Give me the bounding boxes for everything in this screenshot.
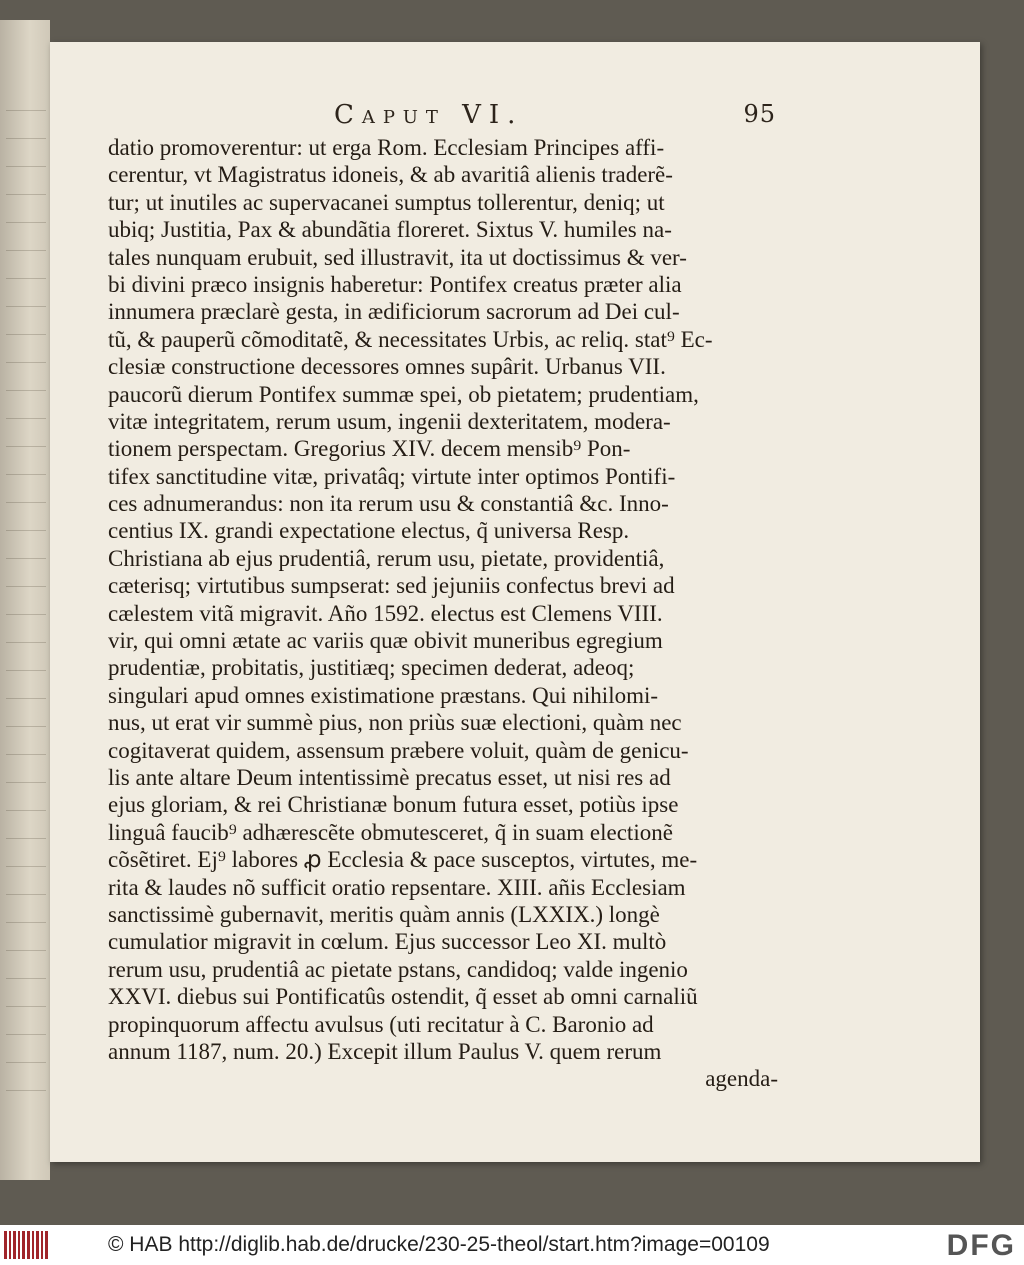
facing-page-text-line — [6, 838, 46, 840]
text-block — [108, 134, 778, 1093]
facing-page-text-line — [6, 138, 46, 140]
facing-page-text-line — [6, 250, 46, 252]
text-line: singulari apud omnes existimatione præstans. Qui nihilomi- — [108, 682, 659, 708]
facing-page-text-line — [6, 810, 46, 812]
text-line: vir, qui omni ætate ac variis quæ obivit muneribus egregium — [108, 628, 663, 654]
text-line: XXVI. diebus sui Pontificatûs ostendit, q̃ esset ab omni carnaliũ — [108, 984, 698, 1010]
facing-page-text-line — [6, 474, 46, 476]
text-line: vitæ integritatem, rerum usum, ingenii dexteritatem, modera- — [108, 408, 671, 434]
text-line: datio promoverentur: ut erga Rom. Ecclesiam Principes affi- — [108, 135, 665, 160]
text-line: lis ante altare Deum intentissimè precatus esset, ut nisi res ad — [108, 764, 671, 790]
facing-page-text-line — [6, 194, 46, 196]
text-line: cogitaverat quidem, assensum præbere voluit, quàm de genicu- — [108, 737, 689, 763]
facing-page-text-line — [6, 614, 46, 616]
facing-page-text-line — [6, 726, 46, 728]
text-line: propinquorum affectu avulsus (uti recitatur à C. Baronio ad — [108, 1011, 654, 1037]
facing-page-text-line — [6, 1034, 46, 1036]
facing-page-text-line — [6, 698, 46, 700]
text-line: innumera præclarè gesta, in ædificiorum sacrorum ad Dei cul- — [108, 299, 680, 325]
running-title: Caput VI. — [334, 100, 524, 130]
text-line: rita & laudes nõ sufficit oratio repsentare. XIII. añis Ecclesiam — [108, 874, 686, 900]
text-line: ubiq; Justitia, Pax & abundãtia floreret. Sixtus V. humiles na- — [108, 217, 672, 243]
facing-page-text-line — [6, 418, 46, 420]
facing-page-text-line — [6, 278, 46, 280]
text-line: tur; ut inutiles ac supervacanei sumptus tollerentur, deniq; ut — [108, 189, 665, 215]
text-line: tũ, & pauperũ cõmoditatẽ, & necessitates Urbis, ac reliq. stat⁹ Ec- — [108, 326, 713, 352]
facing-page-text-line — [6, 390, 46, 392]
text-line: tifex sanctitudine vitæ, privatâq; virtute inter optimos Pontifi- — [108, 463, 676, 489]
text-line: ces adnumerandus: non ita rerum usu & constantiâ &c. Inno- — [108, 491, 669, 517]
text-line: Christiana ab ejus prudentiâ, rerum usu, pietate, providentiâ, — [108, 545, 665, 571]
facing-page-text-line — [6, 754, 46, 756]
text-line: prudentiæ, probitatis, justitiæq; specimen dederat, adeoq; — [108, 655, 635, 681]
text-line: cælestem vitã migravit. Año 1592. electus est Clemens VIII. — [108, 600, 663, 626]
book-page — [50, 42, 980, 1162]
page-content — [108, 100, 778, 1093]
facing-page-text-line — [6, 950, 46, 952]
facing-page-text-line — [6, 978, 46, 980]
facing-page-text-line — [6, 502, 46, 504]
facing-page-text-line — [6, 1006, 46, 1008]
text-line: nus, ut erat vir summè pius, non priùs suæ electioni, quàm nec — [108, 710, 682, 736]
dfg-logo: DFG — [946, 1229, 1016, 1262]
text-line: tales nunquam erubuit, sed illustravit, ita ut doctissimus & ver- — [108, 244, 687, 270]
facing-page-text-line — [6, 642, 46, 644]
text-line: cæterisq; virtutibus sumpserat: sed jejuniis confectus brevi ad — [108, 573, 675, 599]
running-head — [108, 100, 778, 134]
text-line: cõsẽtiret. Ej⁹ labores ꝓ Ecclesia & pace susceptos, virtutes, me- — [108, 847, 698, 873]
facing-page-text-line — [6, 1062, 46, 1064]
facing-page-text-line — [6, 894, 46, 896]
facing-page-text-line — [6, 866, 46, 868]
facing-page-text-line — [6, 166, 46, 168]
text-line: bi divini præco insignis haberetur: Pontifex creatus præter alia — [108, 271, 682, 297]
text-line: agenda- — [705, 1066, 778, 1092]
facing-page-text-line — [6, 922, 46, 924]
text-line: ejus gloriam, & rei Christianæ bonum futura esset, potiùs ipse — [108, 792, 679, 818]
facing-page-text-line — [6, 362, 46, 364]
facing-page-text-line — [6, 446, 46, 448]
facing-page-text-line — [6, 334, 46, 336]
text-line: cumulatior migravit in cœlum. Ejus successor Leo XI. multò — [108, 929, 667, 955]
facing-page-text-line — [6, 558, 46, 560]
text-line: cerentur, vt Magistratus idoneis, & ab avaritiâ alienis traderẽ- — [108, 162, 673, 188]
facing-page-text-line — [6, 530, 46, 532]
text-line: tionem perspectam. Gregorius XIV. decem mensib⁹ Pon- — [108, 436, 631, 462]
facing-page-text-line — [6, 586, 46, 588]
text-line: annum 1187, num. 20.) Excepit illum Paulus V. quem rerum — [108, 1038, 662, 1064]
facing-page-text-line — [6, 1090, 46, 1092]
text-line: sanctissimè gubernavit, meritis quàm annis (LXXIX.) longè — [108, 901, 660, 927]
text-line: paucorũ dierum Pontifex summæ spei, ob pietatem; prudentiam, — [108, 381, 699, 407]
footer-bar — [0, 1225, 1024, 1265]
copyright-url: © HAB http://diglib.hab.de/drucke/230-25-theol/start.htm?image=00109 — [108, 1233, 770, 1256]
text-line: centius IX. grandi expectatione electus, q̃ universa Resp. — [108, 518, 630, 544]
text-line: linguâ faucib⁹ adhærescẽte obmutesceret, q̃ in suam electionẽ — [108, 819, 673, 845]
facing-page-text-line — [6, 670, 46, 672]
text-line: rerum usu, prudentiâ ac pietate pstans, candidoq; valde ingenio — [108, 956, 688, 982]
facing-page-edge — [0, 20, 50, 1180]
page-number: 95 — [743, 100, 776, 128]
text-line: clesiæ constructione decessores omnes supârit. Urbanus VII. — [108, 354, 666, 380]
facing-page-text-line — [6, 306, 46, 308]
facing-page-text-line — [6, 782, 46, 784]
facing-page-text-line — [6, 222, 46, 224]
hab-logo-icon — [4, 1231, 48, 1259]
facing-page-text-line — [6, 110, 46, 112]
